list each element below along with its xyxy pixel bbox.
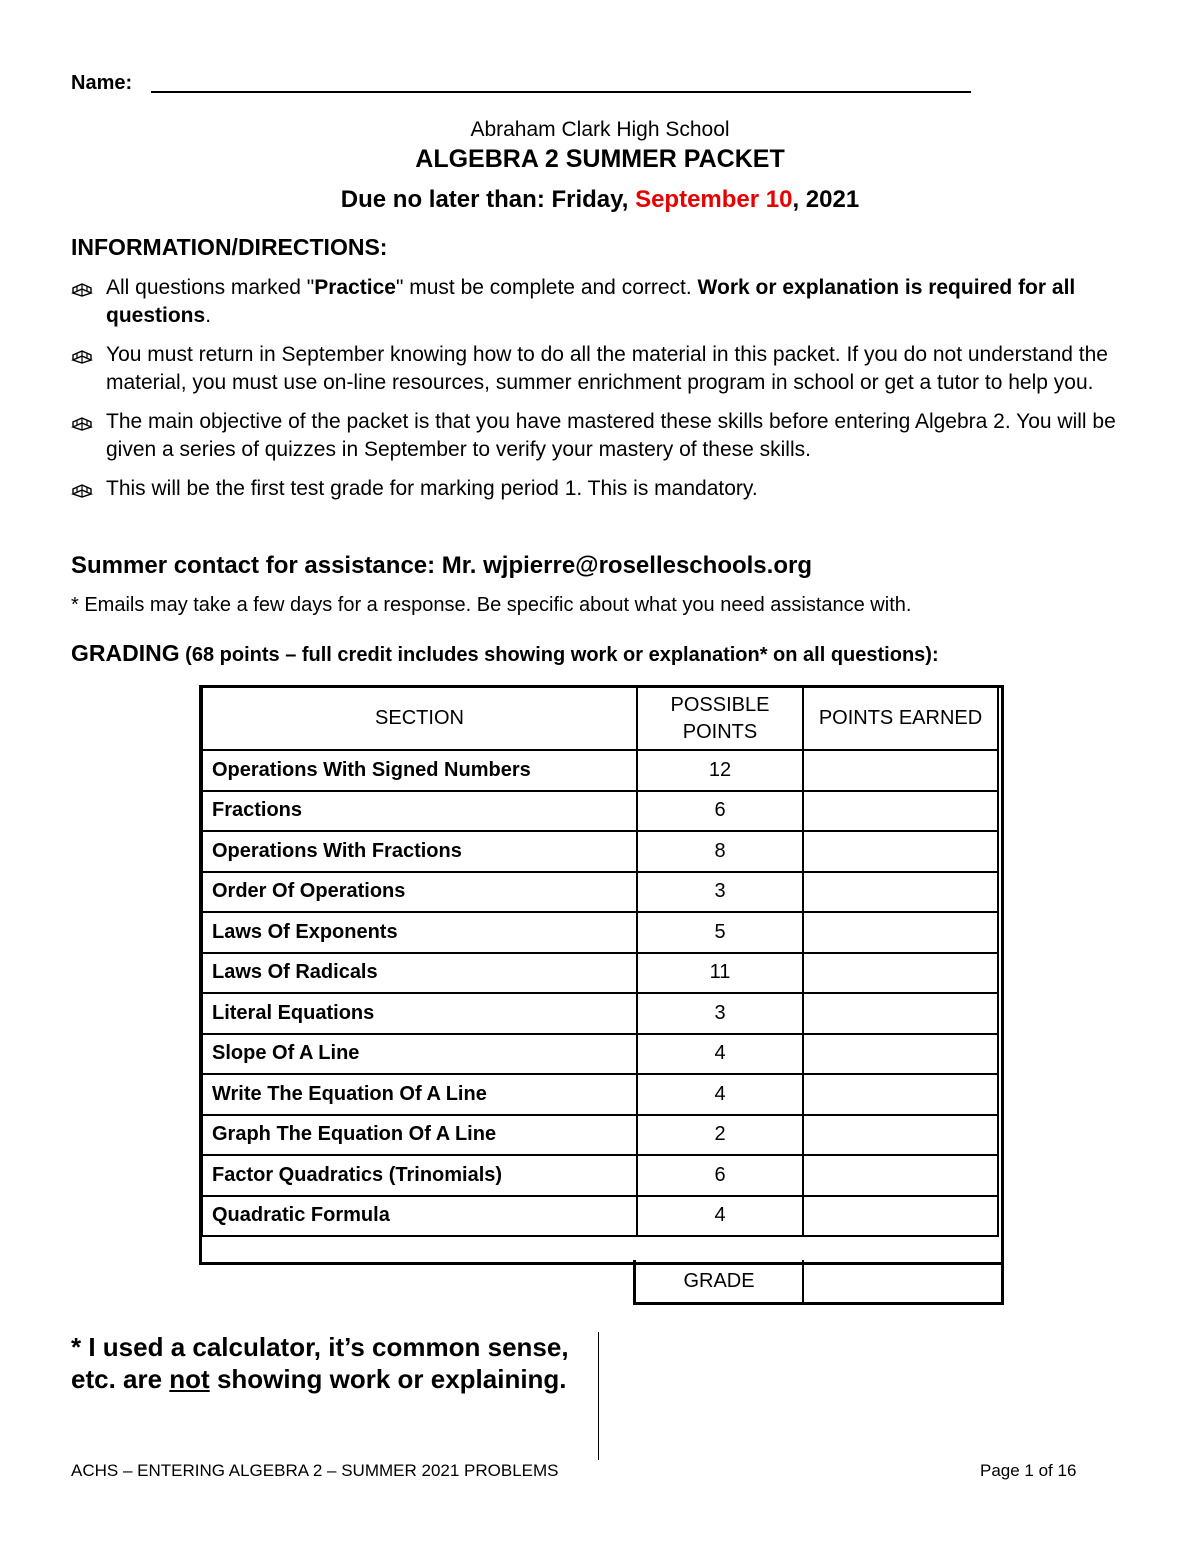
name-blank-line[interactable] xyxy=(151,91,971,93)
points-earned-cell[interactable] xyxy=(803,1074,998,1115)
possible-points: 6 xyxy=(637,791,803,832)
section-name: Order Of Operations xyxy=(202,872,637,913)
packet-title: ALGEBRA 2 SUMMER PACKET xyxy=(415,145,785,173)
list-item: All questions marked "Practice" must be complete and correct. Work or explanation is required for all questions. xyxy=(71,274,1141,329)
possible-points: 8 xyxy=(637,831,803,872)
table-row xyxy=(202,1074,998,1115)
table-row xyxy=(202,912,998,953)
email-note: * Emails may take a few days for a response. Be specific about what you need assistance with. xyxy=(71,594,912,616)
book-icon xyxy=(71,279,93,297)
due-suffix: , 2021 xyxy=(792,186,860,213)
possible-points: 6 xyxy=(637,1155,803,1196)
table-row xyxy=(202,791,998,832)
section-name: Operations With Fractions xyxy=(202,831,637,872)
possible-points: 4 xyxy=(637,1034,803,1075)
section-name: Slope Of A Line xyxy=(202,1034,637,1075)
table-row xyxy=(202,1155,998,1196)
school-name: Abraham Clark High School xyxy=(470,118,730,141)
section-name: Laws Of Radicals xyxy=(202,953,637,994)
section-name: Operations With Signed Numbers xyxy=(202,750,637,791)
directions-heading: INFORMATION/DIRECTIONS: xyxy=(71,234,388,260)
directions-list xyxy=(71,274,1141,515)
name-label: Name: xyxy=(71,72,133,94)
grading-table xyxy=(201,686,999,1237)
due-month-day: September 10 xyxy=(635,186,793,213)
grading-table-body xyxy=(202,750,998,1236)
table-row xyxy=(202,750,998,791)
due-prefix: Due no later than: Friday, xyxy=(340,186,636,213)
possible-points: 11 xyxy=(637,953,803,994)
table-row xyxy=(202,1034,998,1075)
points-earned-cell[interactable] xyxy=(803,912,998,953)
book-icon xyxy=(71,480,93,498)
points-earned-cell[interactable] xyxy=(803,953,998,994)
book-icon xyxy=(71,346,93,364)
possible-points: 4 xyxy=(637,1074,803,1115)
table-row xyxy=(202,993,998,1034)
points-earned-cell[interactable] xyxy=(803,1155,998,1196)
section-name: Laws Of Exponents xyxy=(202,912,637,953)
page-number: Page 1 of 16 xyxy=(980,1461,1077,1480)
footer-title: ACHS – ENTERING ALGEBRA 2 – SUMMER 2021 PROBLEMS xyxy=(71,1461,559,1480)
col-points-earned: POINTS EARNED xyxy=(803,687,998,750)
grading-label: GRADING xyxy=(71,640,180,666)
list-item: You must return in September knowing how to do all the material in this packet. If you do not understand the material, you must use on-line resources, summer enrichment program in school or get a tutor to help you. xyxy=(71,341,1141,396)
points-earned-cell[interactable] xyxy=(803,831,998,872)
book-icon xyxy=(71,413,93,431)
possible-points: 3 xyxy=(637,993,803,1034)
section-name: Fractions xyxy=(202,791,637,832)
table-row xyxy=(202,1196,998,1237)
col-possible-points: POSSIBLE POINTS xyxy=(637,687,803,750)
list-item: The main objective of the packet is that you have mastered these skills before entering Algebra 2. You will be given a series of quizzes in September to verify your mastery of these skills. xyxy=(71,408,1141,463)
possible-points: 4 xyxy=(637,1196,803,1237)
points-earned-cell[interactable] xyxy=(803,750,998,791)
possible-points: 3 xyxy=(637,872,803,913)
points-earned-cell[interactable] xyxy=(803,872,998,913)
table-row xyxy=(202,1115,998,1156)
possible-points: 2 xyxy=(637,1115,803,1156)
grading-detail: (68 points – full credit includes showing work or explanation* on all questions): xyxy=(179,644,939,666)
section-name: Factor Quadratics (Trinomials) xyxy=(202,1155,637,1196)
points-earned-cell[interactable] xyxy=(803,993,998,1034)
due-date xyxy=(0,186,1200,214)
points-earned-cell[interactable] xyxy=(803,1196,998,1237)
list-item: This will be the first test grade for marking period 1. This is mandatory. xyxy=(71,475,1141,503)
grade-label: GRADE xyxy=(636,1260,804,1302)
section-name: Write The Equation Of A Line xyxy=(202,1074,637,1115)
points-earned-cell[interactable] xyxy=(803,1115,998,1156)
section-name: Quadratic Formula xyxy=(202,1196,637,1237)
section-name: Graph The Equation Of A Line xyxy=(202,1115,637,1156)
points-earned-cell[interactable] xyxy=(803,791,998,832)
work-note: * I used a calculator, it’s common sense, etc. are not showing work or explaining. xyxy=(71,1332,569,1394)
grade-row xyxy=(633,1260,1004,1305)
table-row xyxy=(202,831,998,872)
table-header-row xyxy=(202,687,998,750)
section-name: Literal Equations xyxy=(202,993,637,1034)
possible-points: 5 xyxy=(637,912,803,953)
table-row xyxy=(202,872,998,913)
possible-points: 12 xyxy=(637,750,803,791)
grading-heading xyxy=(71,640,939,667)
table-row xyxy=(202,953,998,994)
contact-line: Summer contact for assistance: Mr. wjpierre@roselleschools.org xyxy=(71,552,812,579)
col-section: SECTION xyxy=(202,687,637,750)
points-earned-cell[interactable] xyxy=(803,1034,998,1075)
divider-line xyxy=(598,1332,599,1460)
